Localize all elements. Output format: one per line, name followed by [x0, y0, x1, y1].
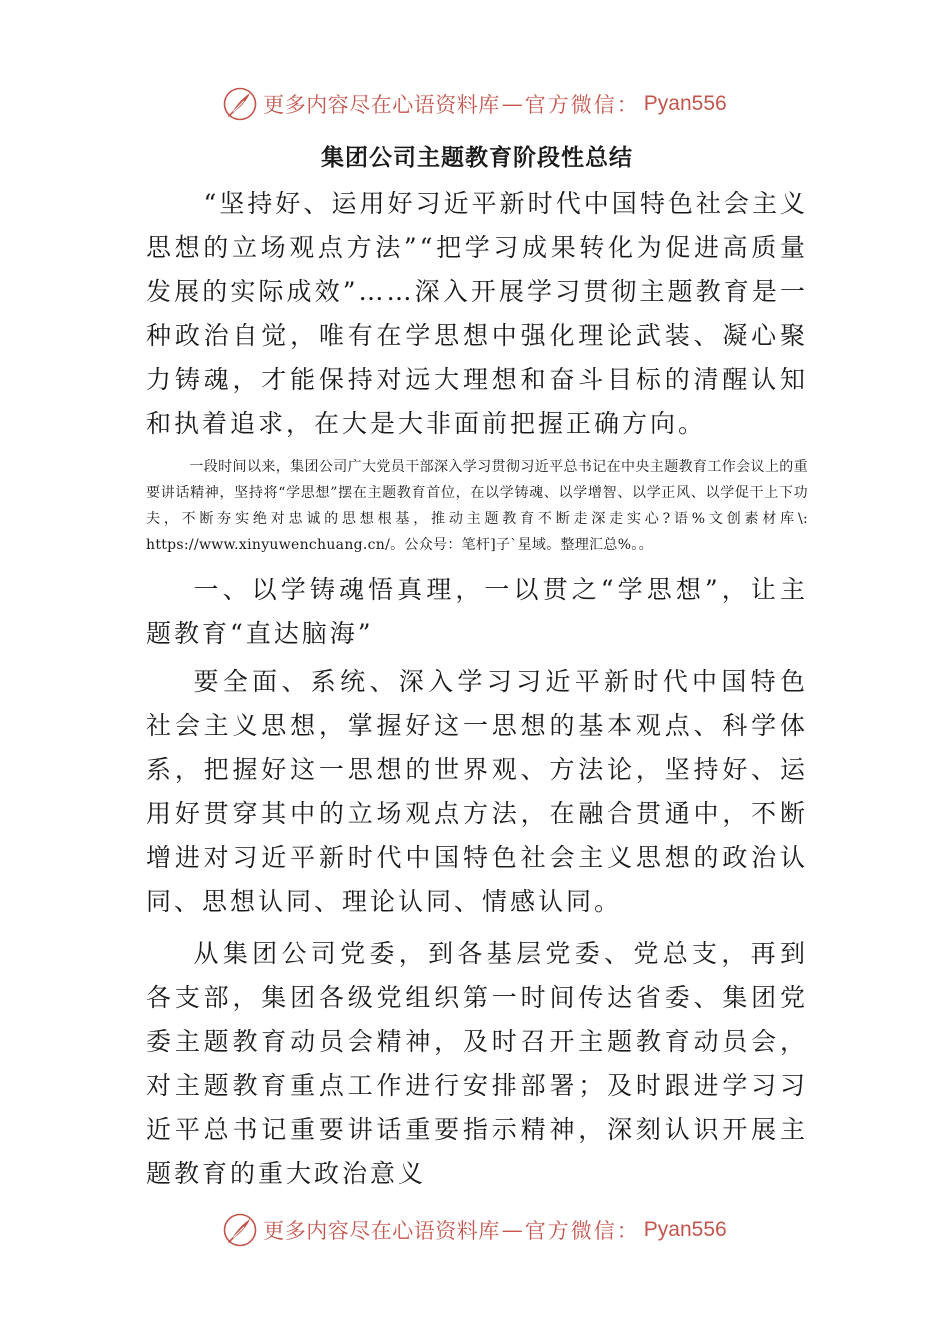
- banner-text: 更多内容尽在心语资料库: [263, 93, 500, 117]
- section-paragraph-2: 从集团公司党委，到各基层党委、党总支，再到各支部，集团各级党组织第一时间传达省委、集团党委主题教育动员会精神，及时召开主题教育动员会，对主题教育重点工作进行安排部署；及时跟进学习习近平总书记重要讲话重要指示精神，深刻认识开展主题教育的重大政治意义: [146, 939, 808, 1188]
- banner-wechat-label: 官方微信：: [524, 1219, 640, 1243]
- section-paragraph-1: 要全面、系统、深入学习习近平新时代中国特色社会主义思想，掌握好这一思想的基本观点、科学体系，把握好这一思想的世界观、方法论，坚持好、运用好贯穿其中的立场观点方法，在融合贯通中，不断增进对习近平新时代中国特色社会主义思想的政治认同、思想认同、理论认同、情感认同。: [146, 667, 808, 916]
- small-paragraph: 一段时间以来，集团公司广大党员干部深入学习贯彻习近平总书记在中央主题教育工作会议上的重要讲话精神，坚持将“学思想”摆在主题教育首位，在以学铸魂、以学增智、以学正风、以学促干上下功夫，不断夯实绝对忠诚的思想根基，推动主题教育不断走深走实心?语%文创素材库\: https://www.xinyuwenchuang.cn/。公众号：笔杆]子`星域。整理汇总%。。: [146, 459, 808, 553]
- quill-pen-icon: [223, 1213, 257, 1247]
- section-heading-1: 一、以学铸魂悟真理，一以贯之“学思想”，让主题教育“直达脑海”: [146, 575, 808, 648]
- document-title: 集团公司主题教育阶段性总结: [321, 144, 633, 171]
- quill-pen-icon: [223, 87, 257, 121]
- banner-separator: —: [501, 92, 523, 116]
- intro-paragraph: “坚持好、运用好习近平新时代中国特色社会主义思想的立场观点方法”“把学习成果转化为促进高质量发展的实际成效”……深入开展学习贯彻主题教育是一种政治自觉，唯有在学思想中强化理论武装、凝心聚力铸魂，才能保持对远大理想和奋斗目标的清醒认知和执着追求，在大是大非面前把握正确方向。: [146, 189, 808, 438]
- banner-wechat-label: 官方微信：: [524, 93, 640, 117]
- banner-separator: —: [501, 1218, 523, 1242]
- document-body: [146, 138, 808, 1196]
- banner-text: 更多内容尽在心语资料库: [263, 1219, 500, 1243]
- header-banner: [0, 84, 950, 124]
- footer-banner: [0, 1210, 950, 1250]
- banner-wechat-id: Pyan556: [643, 92, 727, 115]
- banner-wechat-id: Pyan556: [643, 1218, 727, 1241]
